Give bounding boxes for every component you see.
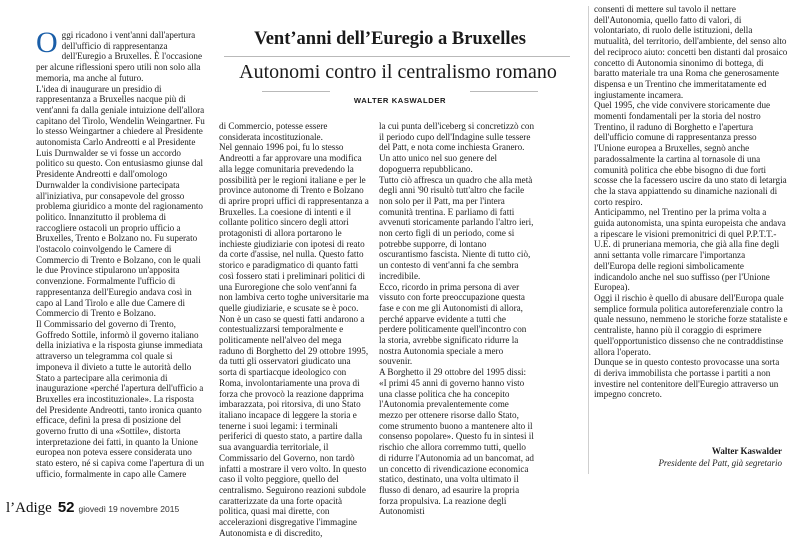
page-number: 52: [57, 499, 75, 516]
signature-role: Presidente del Patt, già segretario: [658, 458, 782, 468]
byline-divider-left: [262, 91, 330, 92]
paragraph: Quel 1995, che vide convivere storicamente due momenti fondamentali per la storia del nostro Trentino, il raduno di Borghetto e l'apertura dell'ufficio comune di rappresentanza presso l'Unione europea a Bruxelles, segnò anche paradossalmente la cartina al tornasole di una comunità politica che ebbe bisogno di due forti scosse che la facessero uscire da uno stato di letargia che la stava appiattendo su dinamiche nazionali di corto respiro.: [594, 100, 787, 207]
headline-divider: [224, 56, 570, 57]
column-divider: [588, 6, 589, 474]
dropcap: O: [36, 26, 58, 59]
article-column-3: [379, 121, 535, 517]
paragraph: Tutto ciò affresca un quadro che alla metà degli anni '90 risultò tutt'altro che facile non solo per il Patt, ma per l'intera comunità trentina. E parliamo di fatti avvenuti storicamente parlando l'altro ieri, non certo figli di un periodo, come si potrebbe supporre, di lontano oscurantismo fascista. Niente di tutto ciò, un contesto di vent'anni fa che sembra incredibile.: [379, 174, 534, 281]
paragraph: ggi ricadono i vent'anni dall'apertura dell'ufficio di rappresentanza dell'Euregio a Bruxelles. È l'occasione per alcune riflessioni spero utili non solo alla memoria, ma anche al futuro.: [36, 30, 203, 83]
paragraph: Dunque se in questo contesto provocasse una sorta di deriva immobilista che portasse i partiti a non investire nel contenitore dell'Euregio attraverso un impegno concreto.: [594, 357, 780, 400]
byline: WALTER KASWALDER: [353, 96, 447, 105]
paragraph: Un atto unico nel suo genere del dopoguerra repubblicano.: [379, 153, 498, 174]
paragraph: la cui punta dell'iceberg si concretizzò con il periodo cupo dell'Indagine sulle tessere del Patt, e nota come inchiesta Granero.: [379, 121, 535, 153]
paragraph: Nel gennaio 1996 poi, fu lo stesso Andreotti a far approvare una modifica alla legge comunitaria prevedendo la possibilità per le regioni italiane e per le province autonome di Trento e Bolzano di aprire propri uffici di rappresentanza a Bruxelles. La coesione di intenti e il collante politico sincero degli attori protagonisti di allora portarono le inchieste giudiziarie con ipotesi di reato da corte d'assise, nel nulla. Questo fatto storico e paradigmatico di quanto fatti così fossero stati i preliminari politici di una Euroregione che solo vent'anni fa non lambiva certo toghe universitarie ma quelle giudiziarie, e scusate se è poco. Non è un caso se questi fatti andarono a contestualizzarsi temporalmente e politicamente nell'alveo del mega raduno di Borghetto del 29 ottobre 1995, da tutti gli osservatori giudicato una sorta di spartiacque ideologico con Roma, involontariamente una prova di forza che provocò la reazione dapprima imbarazzata, poi ritorsiva, di uno Stato italiano incapace di leggere la storia e tenerne i suoi legami: i terminali periferici di questo stato, a partire dalla sua avanguardia territoriale, il Commissario del Governo, non tardò infatti a mostrare il vero volto. In questo caso il volto peggiore, quello del centralismo. Seguirono reazioni subdole caratterizzate da una forte opacità politica, quasi mai dirette, con accelerazioni disgregative l'immagine Autonomista e di discredito,: [219, 142, 369, 538]
paragraph: consenti di mettere sul tavolo il nettare dell'Autonomia, quello fatto di valori, di volontariato, di ruolo delle istituzioni, della mutualità, del territorio, dell'ambiente, del senso alto del reciproco aiuto: concetti ben distanti dal prosaico concetto di Autonomia sinonimo di bottega, di baratto materiale tra una Roma che generosamente dispensa e un Trentino che immeritatamente ed ingiustamente incamera.: [594, 4, 788, 100]
signature-name: Walter Kaswalder: [711, 446, 782, 456]
article-column-2: [219, 121, 369, 538]
masthead-logo: l’Adige: [6, 500, 52, 516]
paragraph: A Borghetto il 29 ottobre del 1995 dissi: «I primi 45 anni di governo hanno visto una classe politica che ha concepito l'Autonomia prevalentemente come mezzo per ottenere risorse dallo Stato, come strumento buono a mantenere alto il consenso popolare». Questo fu in sintesi il rischio che allora corremmo tutti, quello di ridurre l'Autonomia ad un bancomat, ad un concetto di rivendicazione economica statico, destinato, una volta ultimato il flusso di denaro, ad esaurire la propria forza propulsiva. La reazione degli Autonomisti: [379, 367, 534, 517]
subheadline: Autonomi contro il centralismo romano: [239, 61, 557, 83]
article-column-4: [594, 4, 788, 424]
paragraph: di Commercio, potesse essere considerata incostituzionale.: [219, 121, 328, 142]
headline: Vent’anni dell’Euregio a Bruxelles: [254, 29, 526, 49]
page-footer: [6, 497, 179, 515]
byline-divider-right: [470, 91, 538, 92]
paragraph: Ecco, ricordo in prima persona di aver vissuto con forte preoccupazione questa fase e con me gli Autonomisti di allora, perché apparve evidente a tutti che perdere politicamente quell'incontro con la storia, avrebbe significato ridurre la nostra Autonomia speciale a mero souvenir.: [379, 281, 527, 367]
paragraph: Oggi il rischio è quello di abusare dell'Europa quale semplice formula politica autoreferenziale contro la quale nessuno, nemmeno le storiche forze statalistе e centraliste, hanno più il coraggio di esprimere quell'opportunistico dissenso che ne contraddistinse allora l'operato.: [594, 292, 788, 357]
publication-date: giovedì 19 novembre 2015: [78, 504, 180, 514]
paragraph: Il Commissario del governo di Trento, Goffredo Sottile, informò il governo italiano della iniziativa e la risposta giunse immediata attraverso un telegramma col quale si imponeva il divieto a tutte le autorità dello Stato a partecipare alla cerimonia di inaugurazione «perché l'apertura dell'ufficio a Bruxelles era incostituzionale». La risposta del Presidente Andreotti, tanto ironica quanto efficace, definì la presa di posizione del governo frutto di una «Sottile», distorta interpretazione dei fatti, in quanto la Unione europea non poteva essere considerata uno stato estero, né si capiva come l'apertura di un ufficio, formalmente in capo alle Camere: [36, 318, 205, 479]
paragraph: Anticipammo, nel Trentino per la prima volta a guida autonomista, una spinta europeista che andava a ripescare le visioni premonitrici di quel P.P.T.T.- U.E. di pruneriana memoria, che già alla fine degli anni settanta volle rimarcare l'importanza dell'Europa delle regioni simbolicamente indicandolo anche nel suo suffisso (per l'Unione Europea).: [594, 207, 786, 293]
article-column-1: [36, 26, 206, 488]
paragraph: L'idea di inaugurare un presidio di rappresentanza a Bruxelles nacque più di vent'anni fa dalla geniale intuizione dell'allora capitano del Tirolo, Wendelin Weingartner. Fu lo stesso Weingartner a chiedere al Presidente autonomista Carlo Andreotti e al Presidente Luis Durnwalder se vi fosse un accordo politico su questo. Con entusiasmo giunse dal Presidente Andreotti e dall'omologo Durnwalder la condivisione partecipata all'iniziativa, pur consapevole del grosso problema giuridico a monte del ragionamento politico. Innanzitutto il problema di raccogliere ostacoli un proprio ufficio a Bruxelles, Trento e Bolzano no. Fu superato l'ostacolo coinvolgendo le Camere di Commercio di Trento e Bolzano, con le quali le due Province stipularono un'apposita convenzione. Formalmente l'ufficio di rappresentanza dell'Euregio andava così in capo al Land Tirolo e alle due Camere di Commercio di Trento e Bolzano.: [36, 83, 205, 319]
